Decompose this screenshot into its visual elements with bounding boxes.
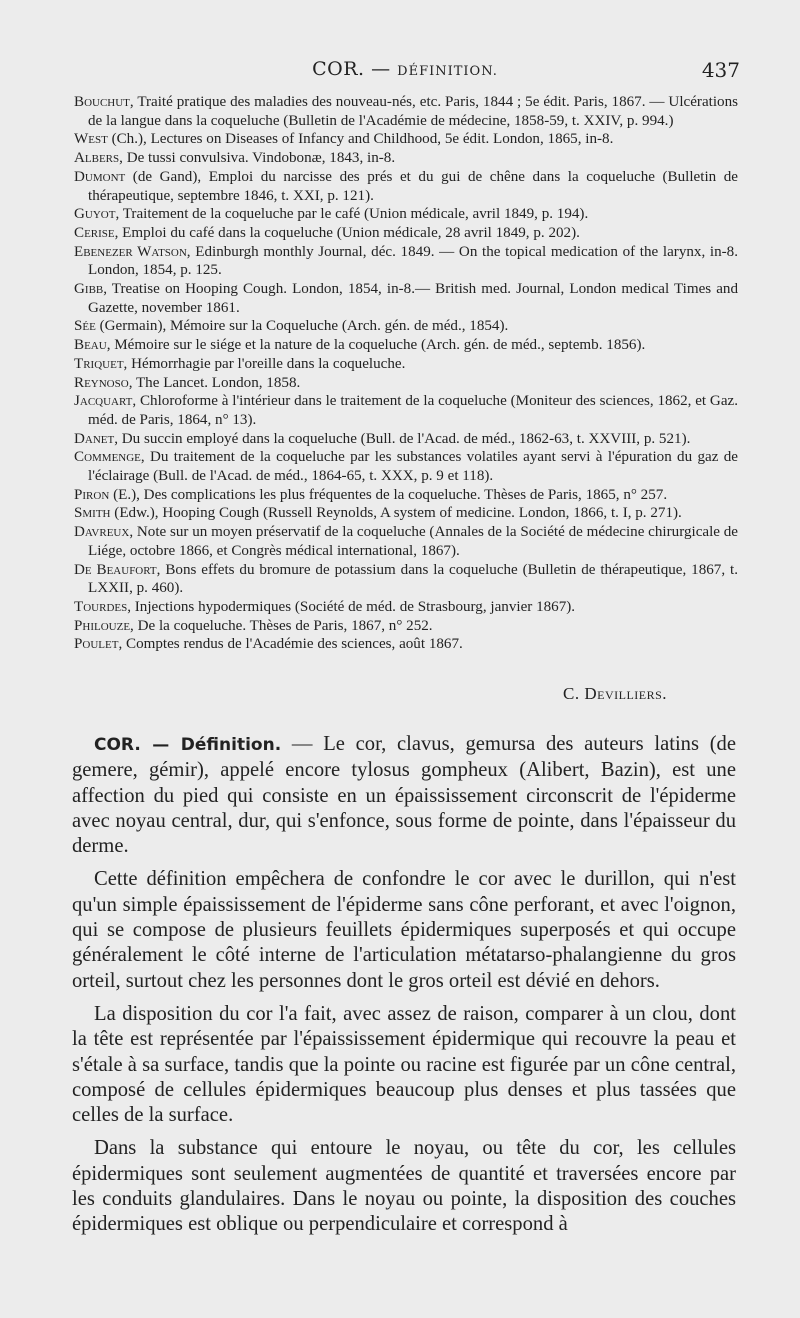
entry-text: , Emploi du café dans la coqueluche (Union médicale, 28 avril 1849, p. 202). — [114, 224, 580, 241]
bibliography-entry — [74, 486, 738, 505]
bibliography-entry — [74, 317, 738, 336]
entry-author: Sée — [74, 318, 96, 335]
entry-text: (Edw.), Hooping Cough (Russell Reynolds, A system of medicine. London, 1866, t. I, p. 271). — [110, 505, 682, 522]
paragraph-2: Cette définition empêchera de confondre le cor avec le durillon, qui n'est qu'un simple épaississement de l'épiderme sans cône perforant, et avec l'oignon, qui se compose de plusieurs feuillets épidermiques superposés et qui occupe généralement le côté interne de l'articulation métatarso-phalangienne du gros orteil, surtout chez les personnes dont le gros orteil est dévié en dehors. — [72, 868, 736, 992]
entry-author: Smith — [74, 505, 111, 522]
entry-author: Albers — [74, 150, 120, 167]
bibliography-entry — [74, 205, 738, 224]
entry-author: Dumont — [74, 168, 126, 185]
bibliography-entry — [74, 392, 738, 429]
bibliography-entry — [74, 598, 738, 617]
bibliography-entry — [74, 280, 738, 317]
header-title-dash: — — [364, 58, 398, 80]
entry-author: West — [74, 131, 108, 148]
entry-text: , Edinburgh monthly Journal, déc. 1849. — On the topical medication of the larynx, in-8. London, 1854, p. 125. — [88, 243, 738, 279]
bibliography-entry — [74, 149, 738, 168]
bibliography-entry — [74, 561, 738, 598]
entry-author: Piron — [74, 486, 110, 503]
entry-text: , Hémorrhagie par l'oreille dans la coqueluche. — [123, 355, 406, 372]
entry-text: (Ch.), Lectures on Diseases of Infancy and Childhood, 5e édit. London, 1865, in-8. — [107, 131, 614, 148]
entry-text: , De tussi convulsiva. Vindobonæ, 1843, in-8. — [119, 150, 396, 167]
entry-author: Poulet — [74, 636, 119, 653]
paragraph-3: La disposition du cor l'a fait, avec assez de raison, comparer à un clou, dont la tête est représentée par l'épaississement épidermique qui recouvre la peau et s'étale à sa surface, tandis que la pointe ou racine est figurée par un cône central, composé de cellules épidermiques beaucoup plus denses et plus tassées que celles de la surface. — [72, 1002, 736, 1127]
entry-text: , Du traitement de la coqueluche par les substances volatiles ayant servi à l'épuration du gaz de l'éclairage (Bull. de l'Acad. de méd., 1864-65, t. XXX, p. 9 et 118). — [88, 449, 738, 485]
entry-text: , Traitement de la coqueluche par le café (Union médicale, avril 1849, p. 194). — [115, 206, 589, 223]
entry-author: Guyot — [74, 206, 116, 223]
paragraph-4: Dans la substance qui entoure le noyau, ou tête du cor, les cellules épidermiques sont seulement augmentées de quantité et traversées encore par les conduits glandulaires. Dans le noyau ou pointe, la disposition des couches épidermiques est oblique ou perpendiculaire et correspond à — [72, 1137, 736, 1236]
bibliography-entry — [74, 336, 738, 355]
bibliography-entry — [74, 635, 738, 654]
paragraph-1-text: — Le cor, clavus, gemursa des auteurs latins (de gemere, gémir), appelé encore tylosus gompheux (Alibert, Bazin), est une affection du pied qui consiste en un épaississement circonscrit de l'épiderme avec noyau central, dur, qui s'enfonce, sous forme de pointe, dans l'épaisseur du derme. — [72, 733, 736, 858]
entry-author: De Beaufort — [74, 561, 157, 578]
running-header — [70, 58, 740, 88]
entry-text: , Chloroforme à l'intérieur dans le traitement de la coqueluche (Moniteur des sciences, 1862, et Gaz. méd. de Paris, 1864, n° 13). — [88, 393, 738, 428]
entry-text: , Comptes rendus de l'Académie des sciences, août 1867. — [118, 636, 463, 653]
entry-author: Davreux — [74, 524, 130, 541]
bibliography-entry — [74, 523, 738, 560]
bibliography-entry — [74, 504, 738, 523]
entry-text: , Du succin employé dans la coqueluche (Bull. de l'Acad. de méd., 1862-63, t. XXVIII, p. 521). — [114, 430, 691, 447]
entry-text: , The Lancet. London, 1858. — [128, 374, 301, 391]
entry-author: Danet — [74, 430, 115, 447]
entry-text: , Treatise on Hooping Cough. London, 1854, in-8.— British med. Journal, London medical Times and Gazette, november 1861. — [88, 281, 738, 316]
article-heading: COR. — Définition. — [94, 735, 282, 755]
entry-text: , Note sur un moyen préservatif de la coqueluche (Annales de la Société de médecine chirurgicale de Liége, octobre 1866, et Congrès médical international, 1867). — [88, 524, 739, 559]
entry-author: Ebenezer Watson — [74, 243, 187, 260]
entry-author: Beau — [74, 337, 107, 354]
bibliography-entry — [74, 130, 738, 149]
entry-author: Jacquart — [74, 393, 133, 410]
entry-author: Commenge — [74, 449, 141, 466]
entry-author: Triquet — [74, 355, 124, 372]
paragraph-1 — [72, 732, 736, 859]
bibliography-entry — [74, 168, 738, 205]
bibliography-list — [74, 93, 738, 654]
bibliography-entry — [74, 374, 738, 393]
entry-text: (E.), Des complications les plus fréquentes de la coqueluche. Thèses de Paris, 1865, n° 257. — [109, 486, 668, 503]
entry-text: , Injections hypodermiques (Société de méd. de Strasbourg, janvier 1867). — [127, 598, 576, 615]
entry-author: Cerise — [74, 224, 115, 241]
article-body — [72, 732, 736, 1246]
bibliography-entry — [74, 93, 738, 130]
bibliography-entry — [74, 243, 738, 280]
bibliography-entry — [74, 224, 738, 243]
page-number: 437 — [701, 58, 740, 82]
entry-author: Reynoso — [74, 374, 129, 391]
entry-author: Tourdes — [74, 598, 128, 615]
header-title — [70, 58, 740, 80]
entry-text: , De la coqueluche. Thèses de Paris, 1867, n° 252. — [130, 617, 433, 634]
entry-text: (Germain), Mémoire sur la Coqueluche (Arch. gén. de méd., 1854). — [95, 318, 509, 335]
bibliography-entry — [74, 355, 738, 374]
header-title-sub: DÉFINITION. — [397, 64, 498, 79]
entry-text: , Traité pratique des maladies des nouveau-nés, etc. Paris, 1844 ; 5e édit. Paris, 1867. — Ulcérations de la langue dans la coqueluche (Bulletin de l'Académie de médecine, 1858-59, t. XXIV, p. 994.) — [88, 94, 738, 129]
bibliography-entry — [74, 430, 738, 449]
entry-text: , Mémoire sur le siége et la nature de la coqueluche (Arch. gén. de méd., septemb. 1856). — [106, 337, 646, 354]
bibliography-entry — [74, 448, 738, 485]
entry-author: Gibb — [74, 281, 104, 298]
entry-author: Bouchut — [74, 94, 130, 110]
header-title-main: COR. — [312, 58, 365, 80]
entry-text: , Bons effets du bromure de potassium dans la coqueluche (Bulletin de thérapeutique, 1867, t. LXXII, p. 460). — [88, 561, 738, 597]
entry-author: Philouze — [74, 617, 131, 634]
bibliography-entry — [74, 617, 738, 636]
entry-text: (de Gand), Emploi du narcisse des prés et du gui de chêne dans la coqueluche (Bulletin de thérapeutique, septembre 1846, t. XXI, p. 121). — [88, 168, 738, 204]
author-signature: C. Devilliers. — [563, 684, 668, 703]
